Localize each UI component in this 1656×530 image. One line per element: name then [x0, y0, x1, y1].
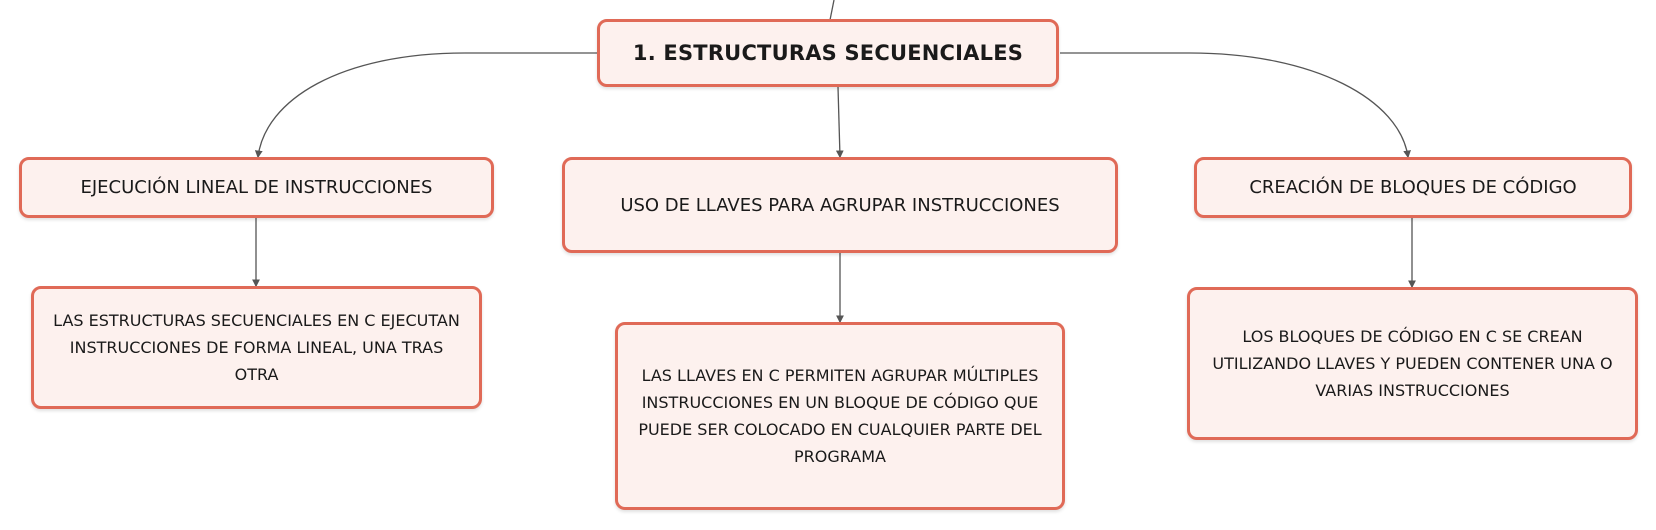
branch-node-label: USO DE LLAVES PARA AGRUPAR INSTRUCCIONES: [620, 194, 1060, 216]
branch-node-label: CREACIÓN DE BLOQUES DE CÓDIGO: [1249, 177, 1577, 198]
detail-node-text: LAS ESTRUCTURAS SECUENCIALES EN C EJECUTAN INSTRUCCIONES DE FORMA LINEAL, UNA TRAS OTRA: [53, 311, 460, 384]
detail-node-code-blocks[interactable]: [1187, 287, 1638, 440]
branch-node-braces-grouping[interactable]: [562, 157, 1118, 253]
root-node-label: 1. ESTRUCTURAS SECUENCIALES: [632, 41, 1024, 65]
detail-node-text: LAS LLAVES EN C PERMITEN AGRUPAR MÚLTIPLES INSTRUCCIONES EN UN BLOQUE DE CÓDIGO QUE PUEDE SER COLOCADO EN CUALQUIER PARTE DEL PROGRAMA: [638, 366, 1042, 466]
branch-node-label: EJECUCIÓN LINEAL DE INSTRUCCIONES: [80, 177, 433, 198]
branch-node-linear-execution[interactable]: [19, 157, 494, 218]
branch-node-code-blocks[interactable]: [1194, 157, 1632, 218]
detail-node-linear-execution[interactable]: [31, 286, 482, 409]
connector-root-to-branch-3: [1060, 53, 1408, 157]
connector-root-to-branch-2: [838, 87, 840, 157]
parent-connector: [830, 0, 834, 20]
connector-root-to-branch-1: [258, 53, 598, 157]
detail-node-braces-grouping[interactable]: [615, 322, 1065, 510]
root-node[interactable]: [597, 19, 1059, 87]
detail-node-text: LOS BLOQUES DE CÓDIGO EN C SE CREAN UTILIZANDO LLAVES Y PUEDEN CONTENER UNA O VARIAS INSTRUCCIONES: [1212, 327, 1613, 400]
